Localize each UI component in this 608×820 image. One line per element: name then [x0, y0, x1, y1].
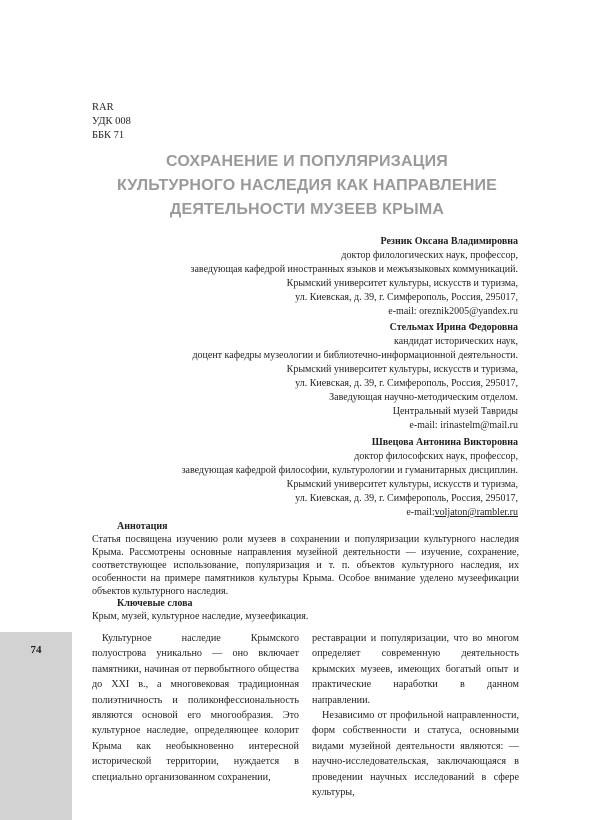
body-column-right: [312, 631, 519, 800]
author-line: доктор философских наук, профессор,: [354, 451, 518, 462]
author-line: ул. Киевская, д. 39, г. Симферополь, Россия, 295017,: [295, 378, 518, 389]
abstract-text: Статья посвящена изучению роли музеев в сохранении и популяризации культурного наследия Крыма. Рассмотрены основные направления музейной деятельности — изучение, сохранение, соответствующее использование, популяризация и т. п. объектов культурного наследия, их особенности на примере памятников культуры Крыма. Особое внимание уделено музеефикации объектов культурного наследия.: [92, 534, 519, 597]
author-line: заведующая кафедрой философии, культурологии и гуманитарных дисциплин.: [181, 465, 518, 476]
author-line: доцент кафедры музеологии и библиотечно-информационной деятельности.: [192, 350, 518, 361]
title-line: КУЛЬТУРНОГО НАСЛЕДИЯ КАК НАПРАВЛЕНИЕ: [116, 177, 498, 194]
author-block-reznik: [191, 235, 518, 319]
body-paragraph: Культурное наследие Крымского полуострова уникально — оно включает памятники, начиная от первобытного общества до XXI в., а многовековая традиционная полиэтничность и поликонфессиональность являются основой его многообразия. Это культурное наследие, определяющее колорит Крыма как необыкновенно интересной исторической территории, нуждается в специально организованном сохранении,: [92, 633, 299, 783]
title-line: СОХРАНЕНИЕ И ПОПУЛЯРИЗАЦИЯ: [166, 153, 448, 170]
author-line: кандидат исторических наук,: [394, 336, 518, 347]
author-name: Резник Оксана Владимировна: [380, 236, 518, 247]
body-paragraph: реставрации и популяризации, что во многом определяет современную деятельность крымских музеев, имеющих богатый опыт и практические наработки в данном направлении.: [312, 633, 519, 706]
author-email: e-mail: oreznik2005@yandex.ru: [388, 306, 518, 317]
code-rar: RAR: [92, 102, 114, 113]
author-line: Крымский университет культуры, искусств и туризма,: [286, 479, 518, 490]
author-line: доктор филологических наук, профессор,: [341, 250, 518, 261]
author-block-shvetsova: [182, 436, 518, 520]
body-column-left: [92, 631, 299, 785]
code-udk: УДК 008: [92, 116, 131, 127]
author-block-stelmakh: [192, 321, 518, 433]
page-number: 74: [30, 644, 42, 656]
author-email: [182, 506, 518, 520]
code-bbk: ББК 71: [92, 130, 125, 141]
article-title: [90, 150, 524, 222]
author-name: Стельмах Ирина Федоровна: [389, 322, 518, 333]
author-email: e-mail: irinastelm@mail.ru: [409, 420, 518, 431]
classification-codes: [92, 101, 131, 143]
author-line: заведующая кафедрой иностранных языков и межъязыковых коммуникаций.: [190, 264, 518, 275]
email-label: e-mail:: [406, 507, 435, 518]
abstract-heading: Аннотация: [117, 521, 168, 532]
author-line: ул. Киевская, д. 39, г. Симферополь, Россия, 295017,: [295, 292, 518, 303]
body-paragraph: Независимо от профильной направленности, форм собственности и статуса, основными видами музейной деятельности являются: — научно-исследовательская, заключающаяся в проведении научных исследований в сфере культуры,: [312, 710, 519, 799]
keywords-heading: Ключевые слова: [117, 598, 193, 609]
author-line: ул. Киевская, д. 39, г. Симферополь, Россия, 295017,: [295, 493, 518, 504]
page-number-band: [0, 632, 72, 820]
author-line: Центральный музей Тавриды: [392, 406, 518, 417]
author-line: Заведующая научно-методическим отделом.: [329, 392, 518, 403]
keywords-text: Крым, музей, культурное наследие, музеефикация.: [92, 611, 309, 622]
author-line: Крымский университет культуры, искусств и туризма,: [286, 278, 518, 289]
author-line: Крымский университет культуры, искусств и туризма,: [286, 364, 518, 375]
email-link[interactable]: voljaton@rambler.ru: [434, 507, 518, 518]
title-line: ДЕЯТЕЛЬНОСТИ МУЗЕЕВ КРЫМА: [169, 201, 445, 218]
author-name: Швецова Антонина Викторовна: [371, 437, 518, 448]
